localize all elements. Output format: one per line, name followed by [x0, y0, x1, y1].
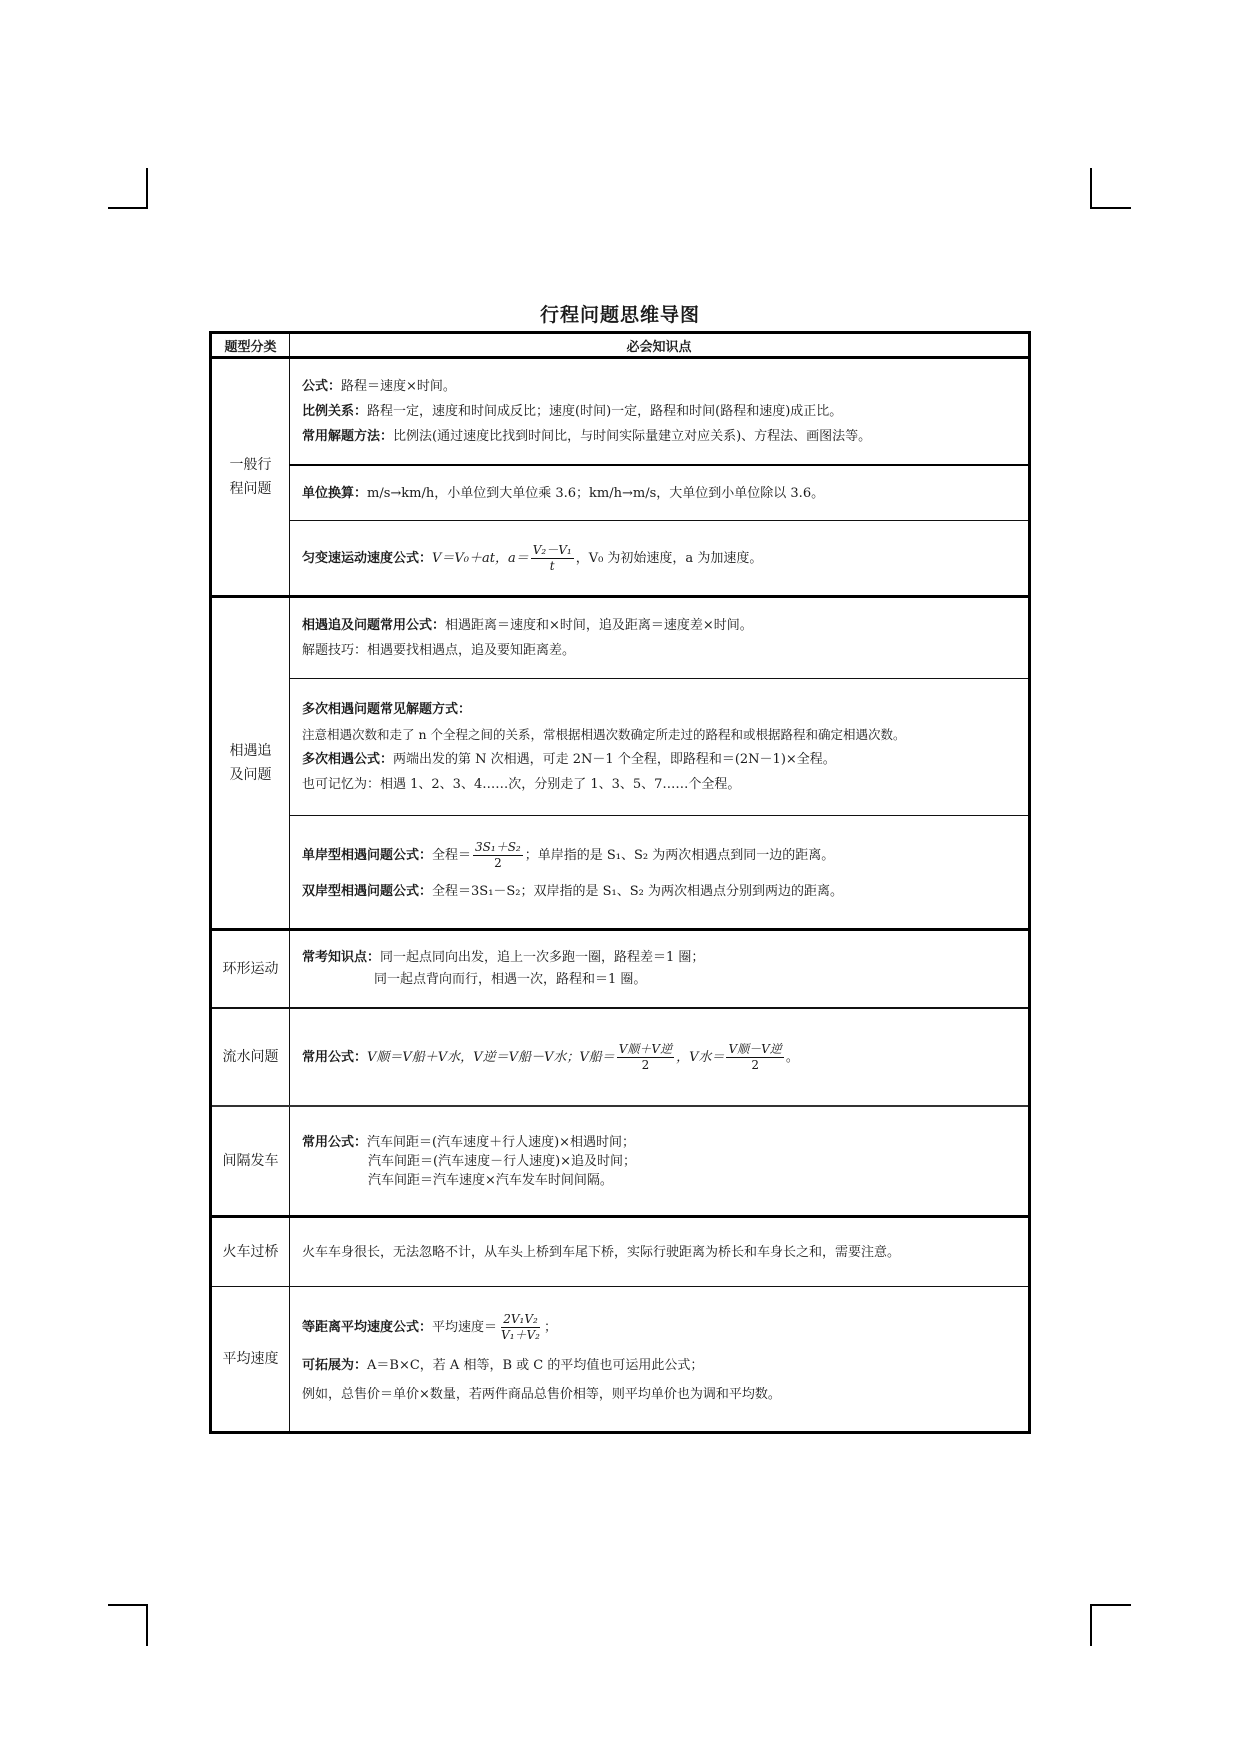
knowledge-line: 公式：路程＝速度×时间。: [302, 379, 456, 394]
header-category: 题型分类: [211, 333, 290, 358]
table-row: [211, 1008, 1030, 1106]
knowledge-line: 常考知识点：同一起点同向出发，追上一次多跑一圈，路程差＝1 圈；: [302, 950, 705, 965]
crop-mark-top-right-h: [1090, 207, 1131, 209]
category-average-speed: 平均速度: [211, 1287, 290, 1433]
knowledge-line: 解题技巧：相遇要找相遇点，追及要知距离差。: [302, 643, 576, 658]
knowledge-line: 双岸型相遇问题公式：全程＝3S₁－S₂；双岸指的是 S₁、S₂ 为两次相遇点分别到两边的距离。: [302, 884, 844, 899]
knowledge-line: 例如，总售价＝单价×数量，若两件商品总售价相等，则平均单价也为调和平均数。: [302, 1386, 781, 1402]
knowledge-line: 可拓展为：A＝B×C，若 A 相等，B 或 C 的平均值也可运用此公式；: [302, 1357, 704, 1373]
knowledge-cell: [290, 930, 1030, 1009]
table-row: [211, 816, 1030, 930]
knowledge-line: 注意相遇次数和走了 n 个全程之间的关系，常根据相遇次数确定所走过的路程和或根据路程和确定相遇次数。: [302, 727, 906, 742]
knowledge-cell: [290, 521, 1030, 597]
category-circular-motion: 环形运动: [211, 930, 290, 1009]
formula-line: 单岸型相遇问题公式：全程＝ $\frac{\text{3S₁＋S₂}}{2}$ ；单岸指的是 S₁、S₂ 为两次相遇点到同一边的距离。: [302, 840, 835, 870]
knowledge-line: 汽车间距＝(汽车速度－行人速度)×追及时间；: [368, 1153, 637, 1169]
knowledge-cell: [290, 1217, 1030, 1287]
table-row: [211, 1217, 1030, 1287]
formula-line: 常用公式：V顺＝V船＋V水，V逆＝V船－V水；V船＝ $\frac{\text{V顺＋V逆}}{2}$ ，V水＝ $\frac{\text{V顺－V逆}}{2}$ 。: [302, 1041, 799, 1072]
knowledge-line: 火车车身很长，无法忽略不计，从车头上桥到车尾下桥，实际行驶距离为桥长和车身长之和，需要注意。: [302, 1244, 901, 1260]
knowledge-line: 汽车间距＝汽车速度×汽车发车时间间隔。: [368, 1172, 613, 1188]
knowledge-line: 也可记忆为：相遇 1、2、3、4……次，分别走了 1、3、5、7……个全程。: [302, 777, 741, 792]
knowledge-line: 单位换算：m/s→km/h，小单位到大单位乘 3.6；km/h→m/s，大单位到小单位除以 3.6。: [302, 485, 825, 501]
knowledge-line: 常用解题方法：比例法(通过速度比找到时间比，与时间实际量建立对应关系)、方程法、画图法等。: [302, 429, 872, 444]
knowledge-cell: [290, 465, 1030, 521]
crop-mark-top-right-v: [1090, 168, 1092, 209]
category-interval-departure: 间隔发车: [211, 1106, 290, 1217]
knowledge-line: 同一起点背向而行，相遇一次，路程和＝1 圈。: [374, 972, 647, 987]
knowledge-cell: [290, 597, 1030, 679]
knowledge-cell: [290, 1008, 1030, 1106]
table-row: [211, 521, 1030, 597]
table-row: [211, 930, 1030, 1009]
formula-line: 等距离平均速度公式：平均速度＝ $\frac{\text{2V₁V₂}}{\text{V₁＋V₂}}$ ；: [302, 1311, 558, 1342]
fraction: $\frac{\text{3S₁＋S₂}}{2}$: [475, 840, 521, 870]
knowledge-line: 多次相遇问题常见解题方式：: [302, 702, 472, 717]
table-row: [211, 679, 1030, 816]
crop-mark-top-left-v: [146, 168, 148, 209]
category-stream-problem: 流水问题: [211, 1008, 290, 1106]
table-row: [211, 358, 1030, 466]
crop-mark-bottom-right-h: [1090, 1604, 1131, 1606]
crop-mark-bottom-left-h: [108, 1604, 148, 1606]
knowledge-cell: [290, 1287, 1030, 1433]
knowledge-cell: [290, 679, 1030, 816]
knowledge-line: 相遇追及问题常用公式：相遇距离＝速度和×时间，追及距离＝速度差×时间。: [302, 618, 753, 633]
crop-mark-bottom-right-v: [1090, 1604, 1092, 1646]
formula-line: 匀变速运动速度公式：V＝V₀＋at，a＝ $\frac{\text{V₂－V₁}}{t}$ ，V₀ 为初始速度，a 为加速度。: [302, 542, 763, 573]
category-train-bridge: 火车过桥: [211, 1217, 290, 1287]
knowledge-table: [209, 331, 1031, 1434]
knowledge-cell: [290, 358, 1030, 466]
knowledge-line: 常用公式：汽车间距＝(汽车速度＋行人速度)×相遇时间；: [302, 1134, 636, 1150]
table-row: [211, 1106, 1030, 1217]
fraction: $\frac{\text{V顺＋V逆}}{2}$: [618, 1041, 673, 1072]
knowledge-line: 多次相遇公式：两端出发的第 N 次相遇，可走 2N－1 个全程，即路程和＝(2N－1)×全程。: [302, 752, 836, 767]
header-knowledge: 必会知识点: [290, 333, 1030, 358]
category-meeting-chasing: 相遇追及问题: [211, 597, 290, 930]
table-row: [211, 1287, 1030, 1433]
category-general: 一般行程问题: [211, 358, 290, 597]
table-header-row: [211, 333, 1030, 358]
crop-mark-bottom-left-v: [146, 1604, 148, 1646]
fraction: $\frac{\text{V顺－V逆}}{2}$: [728, 1041, 782, 1072]
knowledge-cell: [290, 1106, 1030, 1217]
fraction: $\frac{\text{2V₁V₂}}{\text{V₁＋V₂}}$: [501, 1311, 540, 1342]
knowledge-cell: [290, 816, 1030, 930]
crop-mark-top-left-h: [108, 207, 148, 209]
fraction: $\frac{\text{V₂－V₁}}{t}$: [532, 542, 572, 573]
knowledge-line: 比例关系：路程一定，速度和时间成反比；速度(时间)一定，路程和时间(路程和速度)成正比。: [302, 404, 843, 419]
table-row: [211, 597, 1030, 679]
table-row: [211, 465, 1030, 521]
page-title: 行程问题思维导图: [539, 304, 700, 326]
